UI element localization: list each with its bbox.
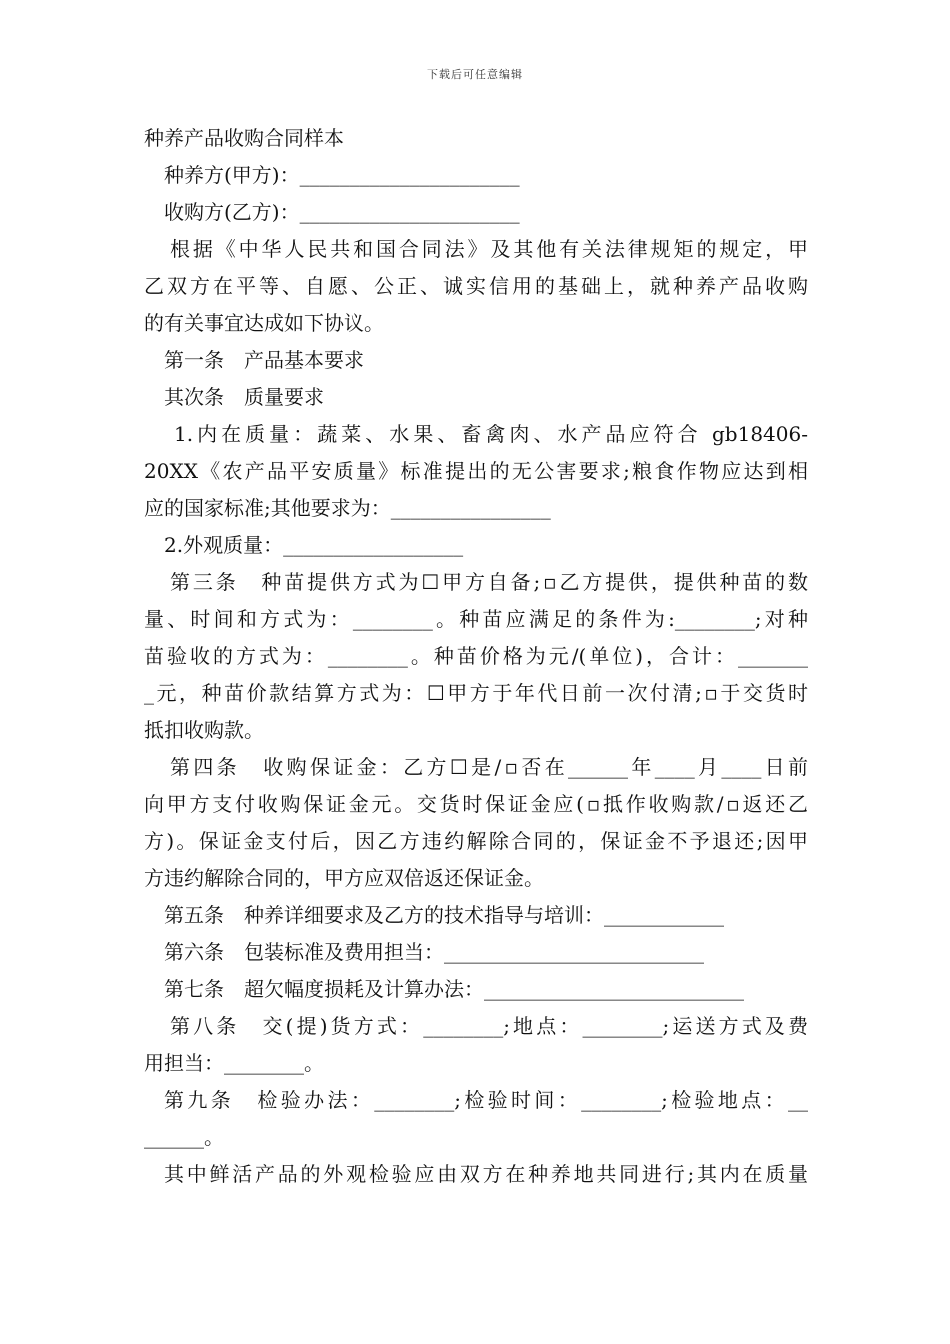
article-8-line-1: 第八条 交(提)货方式：________;地点：________;运送方式及费: [170, 1014, 808, 1038]
article-9-line-1: 第九条 检验办法：________;检验时间：________;检验地点：__: [164, 1088, 808, 1112]
article-8-line-2: 用担当：________。: [144, 1051, 324, 1075]
article-1-heading: 第一条 产品基本要求: [164, 348, 364, 372]
quality-1-line-2: 20XX《农产品平安质量》标准提出的无公害要求;粮食作物应达到相: [144, 459, 808, 483]
article-9-line-2: ______。: [144, 1125, 224, 1149]
article-5-line: 第五条 种养详细要求及乙方的技术指导与培训：____________: [164, 903, 724, 927]
article-4-line-1: 第四条 收购保证金：乙方☐是/▫否在______年____月____日前: [170, 755, 808, 779]
article-2-heading: 其次条 质量要求: [164, 385, 324, 409]
article-3-line-3: 苗验收的方式为：________。种苗价格为元/(单位)，合计：_______: [144, 644, 808, 668]
party-a-line: 种养方(甲方)：______________________: [164, 163, 520, 187]
quality-1-line-3: 应的国家标准;其他要求为：________________: [144, 496, 551, 520]
page-header-note: 下载后可任意编辑: [427, 68, 523, 81]
article-4-line-3: 方)。保证金支付后，因乙方违约解除合同的，保证金不予退还;因甲: [144, 829, 808, 853]
article-3-line-4: _元，种苗价款结算方式为：☐甲方于年代日前一次付清;▫于交货时: [144, 681, 808, 705]
party-b-line: 收购方(乙方)：______________________: [164, 200, 520, 224]
article-7-line: 第七条 超欠幅度损耗及计算办法：__________________________: [164, 977, 744, 1001]
inspection-line: 其中鲜活产品的外观检验应由双方在种养地共同进行;其内在质量: [164, 1162, 808, 1186]
quality-2-line: 2.外观质量：__________________: [164, 533, 464, 557]
article-4-line-2: 向甲方支付收购保证金元。交货时保证金应(▫抵作收购款/▫返还乙: [144, 792, 808, 816]
document-body: [144, 120, 808, 1193]
intro-line-1: 根据《中华人民共和国合同法》及其他有关法律规矩的规定，甲: [170, 237, 808, 261]
article-3-line-2: 量、时间和方式为：________。种苗应满足的条件为:________;对种: [144, 607, 808, 631]
document-title: 种养产品收购合同样本: [144, 126, 344, 150]
article-6-line: 第六条 包装标准及费用担当：__________________________: [164, 940, 704, 964]
intro-line-2: 乙双方在平等、自愿、公正、诚实信用的基础上，就种养产品收购: [144, 274, 808, 298]
article-3-line-1: 第三条 种苗提供方式为☐甲方自备;▫乙方提供，提供种苗的数: [170, 570, 808, 594]
intro-line-3: 的有关事宜达成如下协议。: [144, 311, 384, 335]
article-3-line-5: 抵扣收购款。: [144, 718, 264, 742]
article-4-line-4: 方违约解除合同的，甲方应双倍返还保证金。: [144, 866, 544, 890]
quality-1-line-1: 1.内在质量：蔬菜、水果、畜禽肉、水产品应符合 gb18406-: [174, 422, 808, 446]
